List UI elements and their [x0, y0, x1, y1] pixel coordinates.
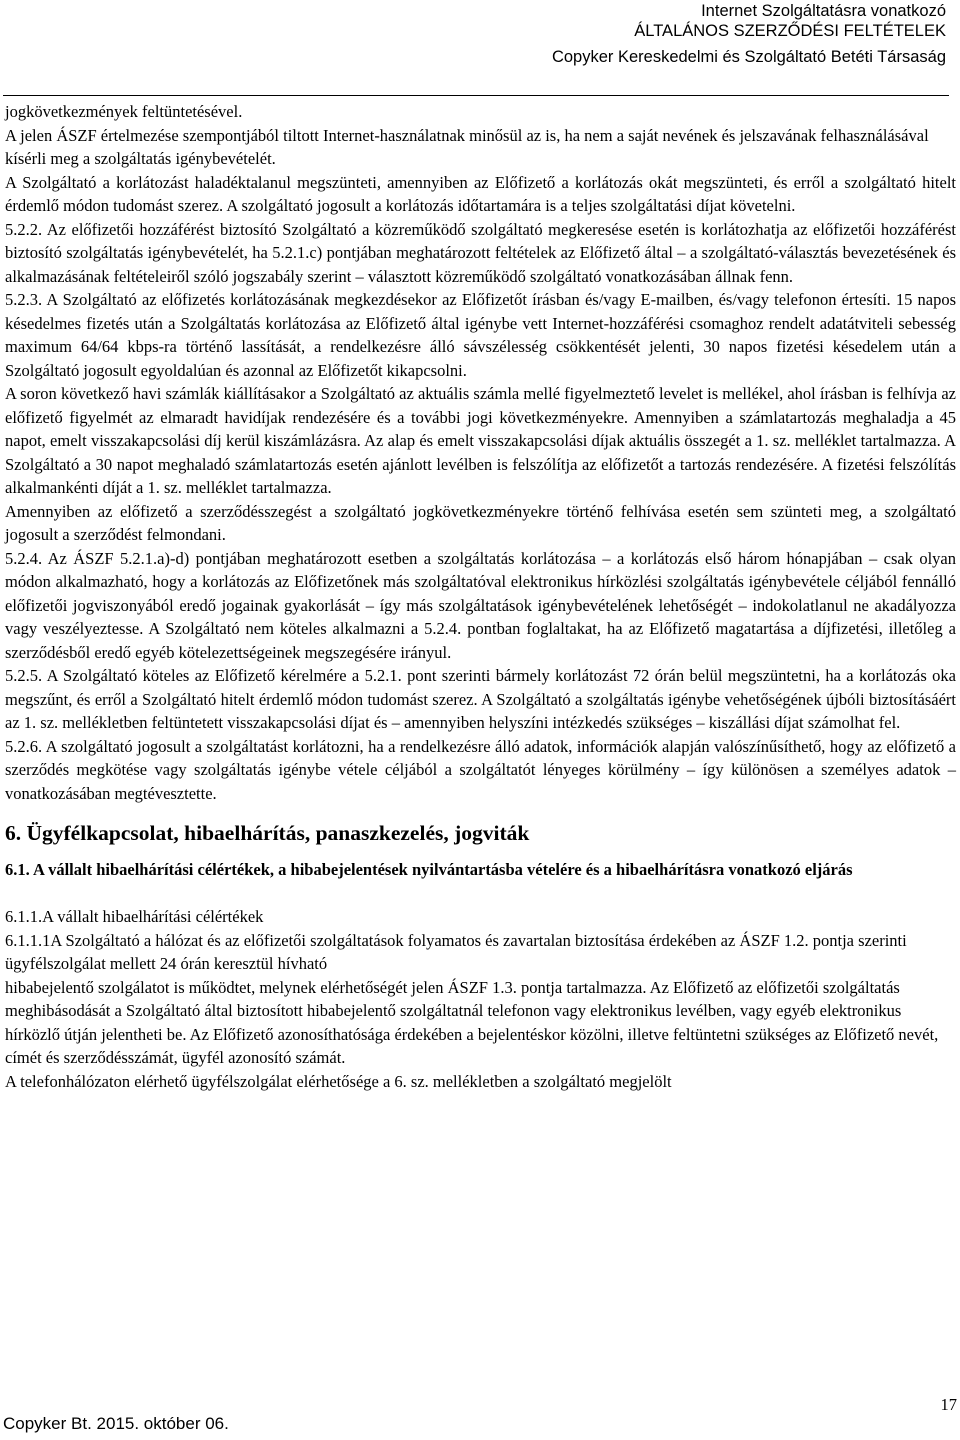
header-document-title: ÁLTALÁNOS SZERZŐDÉSI FELTÉTELEK — [634, 22, 946, 40]
footer-text: Copyker Bt. 2015. október 06. — [3, 1414, 229, 1433]
paragraph: jogkövetkezmények feltüntetésével. — [5, 102, 243, 121]
paragraph: A soron következő havi számlák kiállításakor a Szolgáltató az aktuális számla mellé figyelmeztető levelet is mellékel, ahol írásban is felhívja az előfizető figyelmét az elmaradt havidíjak rendezésére és a további jogi következményekre. Amennyiben a számlatartozás meghaladja a 45 napot, emelt visszakapcsolási díj kerül kiszámlázásra. Az alap és emelt visszakapcsolási díjak aktuális összegét a 1. sz. melléklet tartalmazza. A Szolgáltató a 30 napot meghaladó számlatartozás esetén ajánlott levélben is felszólítja az előfizetőt a tartozás rendezésére. A fizetési felszólítás alkalmankénti díját a 1. sz. melléklet tartalmazza. — [5, 384, 956, 497]
document-body — [5, 100, 956, 1093]
paragraph-5-2-4: 5.2.4. Az ÁSZF 5.2.1.a)-d) pontjában meghatározott esetben a szolgáltatás korlátozása – a korlátozás első három hónapjában – csak olyan módon alkalmazható, hogy a korlátozás az Előfizetőnek más szolgáltatóval elektronikus hírközlési szolgáltatás igénybevétele céljából fennálló előfizetői jogviszonyából eredő jogainak gyakorlását – így más szolgáltatások igénybevételének lehetőségét – indokolatlanul ne akadályozza vagy veszélyeztesse. A Szolgáltató nem köteles alkalmazni a 5.2.4. pontban foglaltakat, ha az Előfizető magatartása a díjfizetési, illetőleg a szerződésből eredő egyéb kötelezettségeinek megszegésére irányul. — [5, 548, 956, 662]
paragraph: A telefonhálózaton elérhető ügyfélszolgálat elérhetősége a 6. sz. mellékletben a szolgáltató megjelölt — [5, 1071, 672, 1091]
paragraph-5-2-3: 5.2.3. A Szolgáltató az előfizetés korlátozásának megkezdésekor az Előfizetőt írásban és/vagy E-mailben, és/vagy telefonon értesíti. 15 napos késedelmes fizetés után a Szolgáltatás korlátozása az Előfizető által igénybe vett Internet-hozzáférési csomaghoz rendelt adatátviteli sebesség maximum 64/64 kbps-ra történő lassítását, a rendelkezésre álló sávszélesség csökkentését jelenti, 30 napos fizetési késedelem után a Szolgáltató jogosult egyoldalúan és azonnal az Előfizetőt kikapcsolni. — [5, 290, 956, 380]
paragraph-5-2-6: 5.2.6. A szolgáltató jogosult a szolgáltatást korlátozni, ha a rendelkezésre álló adatok, információk alapján valószínűsíthető, hogy az előfizető a szerződés megkötése vagy szolgáltatás igénybe vétele céljából a szolgáltatót lényeges körülmény – így különösen a személyes adatok – vonatkozásában megtévesztette. — [5, 736, 956, 803]
page-number: 17 — [940, 1395, 957, 1414]
header-title-line: Internet Szolgáltatásra vonatkozó — [701, 2, 946, 20]
paragraph: Amennyiben az előfizető a szerződésszegést a szolgáltató jogkövetkezményekre történő felhívása esetén sem szünteti meg, a szolgáltató jogosult a szerződést felmondani. — [5, 501, 956, 544]
header-divider — [3, 95, 949, 96]
page-header — [0, 0, 958, 96]
paragraph: A jelen ÁSZF értelmezése szempontjából tiltott Internet-használatnak minősül az is, ha nem a saját nevének és jelszavának felhasználásával kísérli meg a szolgáltatás igénybevételét. — [5, 125, 929, 168]
paragraph-6-1-1-1: 6.1.1.1A Szolgáltató a hálózat és az előfizetői szolgáltatások folyamatos és zavartalan biztosítása érdekében az ÁSZF 1.2. pontja szerinti ügyfélszolgálat mellett 24 órán keresztül hívható — [5, 930, 907, 973]
section-heading-6-1: 6.1. A vállalt hibaelhárítási célértékek, a hibabejelentések nyilvántartásba vételére és a hibaelhárításra vonatkozó eljárás — [5, 860, 853, 879]
subsection-heading-6-1-1: 6.1.1.A vállalt hibaelhárítási célértékek — [5, 907, 264, 926]
paragraph: A Szolgáltató a korlátozást haladéktalanul megszünteti, amennyiben az Előfizető a korlátozás okát megszünteti, és erről a szolgáltató hitelt érdemlő módon tudomást szerez. A szolgáltató jogosult a korlátozás időtartamára is a teljes szolgáltatási díjat követelni. — [5, 172, 956, 215]
section-heading-6: 6. Ügyfélkapcsolat, hibaelhárítás, panaszkezelés, jogviták — [5, 821, 530, 845]
header-company-name: Copyker Kereskedelmi és Szolgáltató Betéti Társaság — [551, 48, 946, 66]
paragraph-5-2-5: 5.2.5. A Szolgáltató köteles az Előfizető kérelmére a 5.2.1. pont szerinti bármely korlátozást 72 órán belül megszüntetni, ha a korlátozás oka megszűnt, és erről a Szolgáltató hitelt érdemlő módon tudomást szerez. A Szolgáltató a szolgáltatás igénybe vehetőségének újbóli biztosításáért az 1. sz. mellékletben feltüntetett visszakapcsolási díjat és – amennyiben helyszíni intézkedés szükséges – kiszállási díjat számolhat fel. — [5, 666, 956, 732]
paragraph-5-2-2: 5.2.2. Az előfizetői hozzáférést biztosító Szolgáltató a közreműködő szolgáltató megkeresése esetén is korlátozhatja az előfizetői hozzáférést biztosító szolgáltatás igénybevételét, ha 5.2.1.c) pontjában meghatározott feltételek az Előfizető által – a szolgáltató-választás bevezetésének és alkalmazásának feltételeiről szóló jogszabály szerint – választott közreműködő szolgáltató vonatkozásában állnak fenn. — [5, 219, 956, 286]
paragraph: hibabejelentő szolgálatot is működtet, melynek elérhetőségét jelen ÁSZF 1.3. pontja tartalmazza. Az Előfizető az előfizetői szolgáltatás meghibásodását a Szolgáltató által biztosított hibabejelentő szolgáltatnál telefonon vagy elektronikus levélben, vagy egyéb elektronikus hírközlő útján jelentheti be. Az Előfizető azonosíthatósága érdekében a bejelentéskor közölni, illetve feltüntetni szükséges az Előfizető nevét, címét és szerződésszámát, ügyfél azonosító számát. — [5, 977, 939, 1067]
